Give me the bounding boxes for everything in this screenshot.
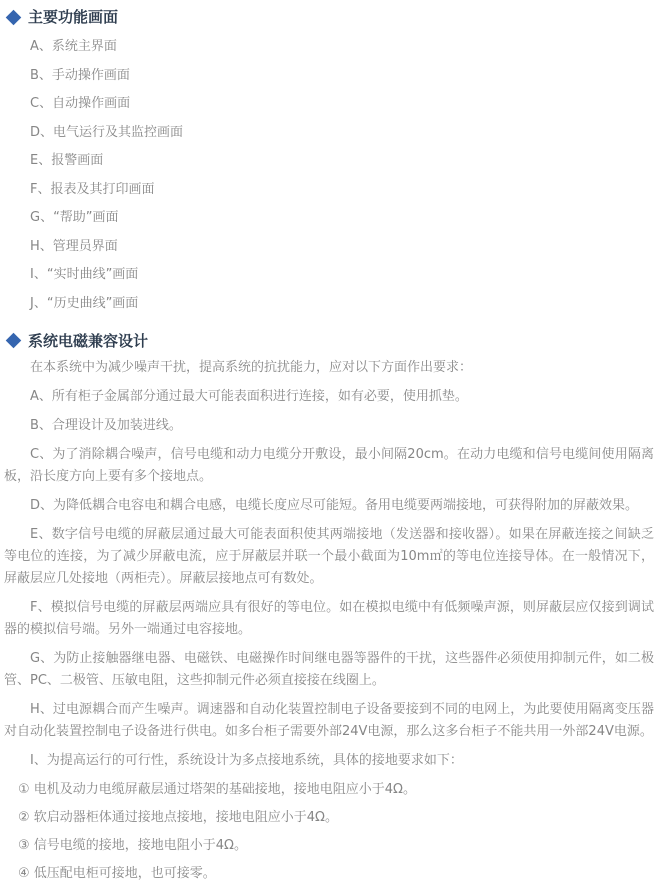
- function-screen-item: H、管理员界面: [30, 238, 118, 254]
- function-screen-item: J、“历史曲线”画面: [30, 295, 139, 311]
- section-title-text: 主要功能画面: [28, 8, 119, 26]
- section-emc-design: [4, 330, 654, 885]
- function-screen-item: E、报警画面: [30, 153, 104, 168]
- emc-paragraph: G、为防止接触器继电器、电磁铁、电磁操作时间继电器等器件的干扰，这些器件必须使用抑制元件，如二极管、PC、二极管、压敏电阻，这些抑制元件必须直接接在线圈上。: [4, 650, 654, 688]
- grounding-requirement-item: ② 软启动器柜体通过接地点接地，接地电阻应小于4Ω。: [18, 809, 338, 825]
- grounding-requirement-item: ④ 低压配电柜可接地，也可接零。: [18, 865, 216, 881]
- emc-paragraph: D、为降低耦合电容电和耦合电感，电缆长度应尽可能短。备用电缆要两端接地，可获得附加的屏蔽效果。: [30, 497, 639, 513]
- grounding-requirement-item: ① 电机及动力电缆屏蔽层通过塔架的基础接地，接地电阻应小于4Ω。: [18, 781, 416, 797]
- grounding-requirement-list: [4, 779, 654, 885]
- function-screen-item: C、自动操作画面: [30, 96, 131, 111]
- section-heading-main-functions: [4, 6, 654, 26]
- emc-paragraph: F、模拟信号电缆的屏蔽层两端应具有很好的等电位。如在模拟电缆中有低频噪声源，则屏蔽层应仅接到调试器的模拟信号端。另外一端通过电容接地。: [4, 599, 654, 637]
- emc-paragraph: H、过电源耦合而产生噪声。调速器和自动化装置控制电子设备要接到不同的电网上，为此要使用隔离变压器对自动化装置控制电子设备进行供电。如多台柜子需要外部24V电源，那么这多台柜子不能共用一外部24V电源。: [4, 701, 654, 739]
- function-screen-item: A、系统主界面: [30, 39, 117, 54]
- emc-paragraph: E、数字信号电缆的屏蔽层通过最大可能表面积使其两端接地（发送器和接收器）。如果在屏蔽连接之间缺乏等电位的连接，为了减少屏蔽电流，应于屏蔽层并联一个最小截面为10m㎡的等电位连接导体。在一般情况下，屏蔽层应几处接地（两柜壳）。屏蔽层接地点可有数处。: [4, 526, 654, 586]
- section-title-text: 系统电磁兼容设计: [28, 331, 149, 350]
- function-screen-list: [4, 40, 654, 311]
- function-screen-item: D、电气运行及其监控画面: [30, 124, 184, 140]
- diamond-icon: [6, 333, 22, 349]
- emc-paragraph: I、为提高运行的可行性，系统设计为多点接地系统，具体的接地要求如下：: [30, 752, 463, 768]
- grounding-requirement-item: ③ 信号电缆的接地，接地电阻小于4Ω。: [18, 837, 247, 853]
- diamond-icon: [6, 9, 22, 25]
- function-screen-item: G、“帮助”画面: [30, 210, 119, 225]
- emc-paragraph: B、合理设计及加装进线。: [30, 417, 182, 433]
- emc-paragraph-block: [4, 357, 654, 772]
- section-heading-emc-design: [4, 330, 654, 350]
- emc-paragraph: C、为了消除耦合噪声，信号电缆和动力电缆分开敷设，最小间隔20cm。在动力电缆和信号电缆间使用隔离板，沿长度方向上要有多个接地点。: [4, 446, 654, 484]
- emc-paragraph: 在本系统中为减少噪声干扰，提高系统的抗扰能力，应对以下方面作出要求：: [30, 359, 473, 375]
- emc-paragraph: A、所有柜子金属部分通过最大可能表面积进行连接，如有必要，使用抓垫。: [30, 388, 468, 404]
- function-screen-item: F、报表及其打印画面: [30, 181, 155, 197]
- function-screen-item: I、“实时曲线”画面: [30, 267, 139, 282]
- section-main-function-screens: [4, 6, 654, 311]
- function-screen-item: B、手动操作画面: [30, 67, 130, 83]
